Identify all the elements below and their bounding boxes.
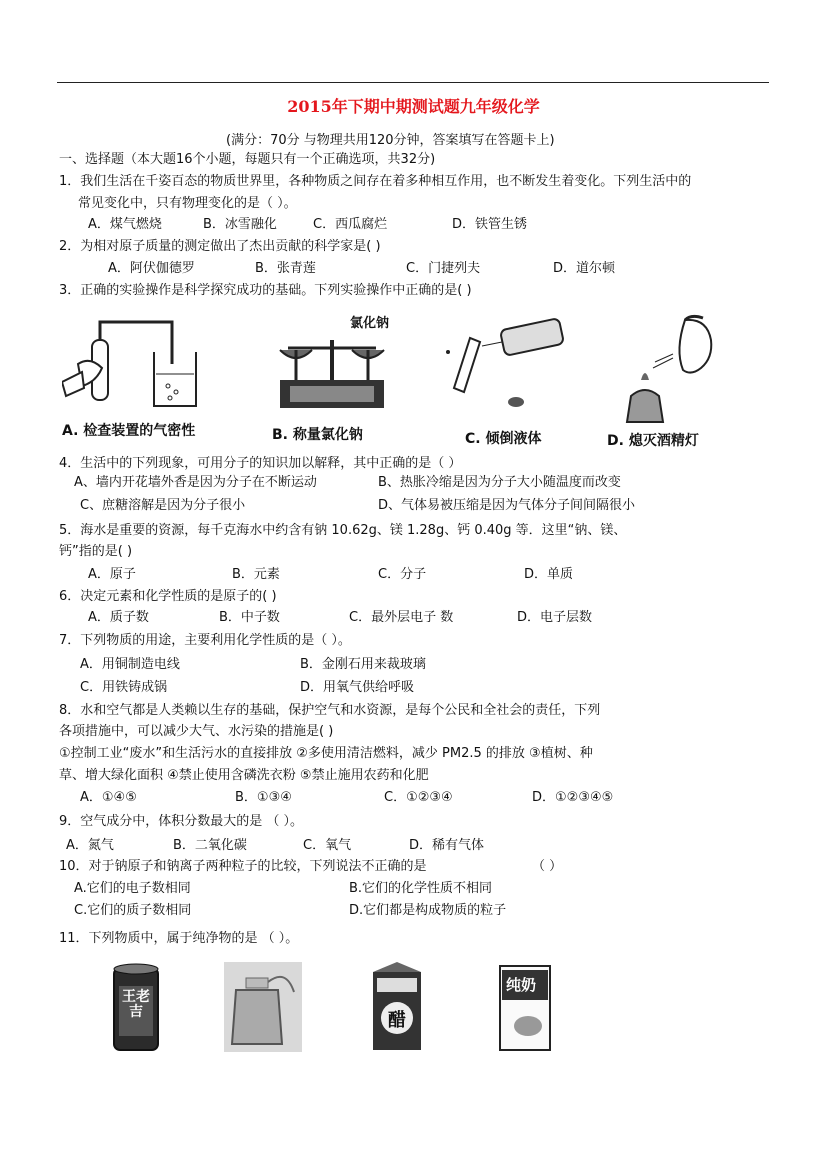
q5-option-a: A．原子 (88, 567, 136, 582)
q5-option-b: B．元素 (232, 567, 280, 582)
q5-option-d: D．单质 (524, 567, 574, 582)
q9-stem: 9．空气成分中，体积分数最大的是 （ ）。 (59, 814, 304, 829)
q8-option-c: C．①②③④ (384, 790, 453, 805)
q3-figure-c (440, 318, 570, 418)
q3-caption-b: B. 称量氯化钠 (272, 427, 363, 443)
q8-measures-1: ①控制工业“废水”和生活污水的直接排放 ②多使用清洁燃料，减少 PM2.5 的排放 ③植树、种 (59, 746, 593, 761)
q8-option-a: A．①④⑤ (80, 790, 137, 805)
q3-stem: 3．正确的实验操作是科学探究成功的基础。下列实验操作中正确的是( ) (59, 283, 472, 298)
q1-option-b: B．冰雪融化 (203, 217, 277, 232)
q3-caption-c: C. 倾倒液体 (465, 431, 542, 447)
milk-label: 纯奶 (506, 976, 537, 994)
q11-image-oxygen-bag (224, 962, 302, 1052)
q2-stem: 2．为相对原子质量的测定做出了杰出贡献的科学家是( ) (59, 239, 381, 254)
q2-option-a: A．阿伏伽德罗 (108, 261, 195, 276)
q6-option-a: A．质子数 (88, 610, 149, 625)
q5-stem-cont: 钙”指的是( ) (59, 544, 133, 559)
q6-option-d: D．电子层数 (517, 610, 593, 625)
q10-answer-paren: （ ） (532, 859, 563, 874)
q9-option-d: D．稀有气体 (409, 838, 485, 853)
q7-option-c: C．用铁铸成锅 (80, 680, 168, 695)
q10-option-a: A.它们的电子数相同 (74, 881, 191, 896)
q3-caption-a: A. 检查装置的气密性 (62, 423, 196, 439)
q3-figure-a (62, 312, 232, 420)
q9-option-c: C．氧气 (303, 838, 352, 853)
q7-stem: 7．下列物质的用途，主要利用化学性质的是（ ）。 (59, 633, 351, 648)
header-rule (57, 82, 769, 83)
q3-figure-d (615, 310, 725, 428)
q4-option-a: A、墙内开花墙外香是因为分子在不断运动 (74, 475, 317, 490)
section-heading: 一、选择题（本大题16个小题，每题只有一个正确选项，共32分) (59, 152, 436, 167)
q4-option-b: B、热胀冷缩是因为分子大小随温度而改变 (378, 475, 621, 490)
q11-stem: 11．下列物质中，属于纯净物的是 （ ）。 (59, 931, 299, 946)
q8-measures-2: 草、增大绿化面积 ④禁止使用含磷洗衣粉 ⑤禁止施用农药和化肥 (59, 768, 429, 783)
q4-stem: 4．生活中的下列现象，可用分子的知识加以解释，其中正确的是（ ） (59, 456, 462, 471)
q1-option-c: C．西瓜腐烂 (313, 217, 388, 232)
q7-option-a: A．用铜制造电线 (80, 657, 180, 672)
q8-stem-cont: 各项措施中，可以减少大气、水污染的措施是( ) (59, 724, 334, 739)
q1-option-a: A．煤气燃烧 (88, 217, 162, 232)
q8-option-b: B．①③④ (235, 790, 292, 805)
q6-option-c: C．最外层电子 数 (349, 610, 454, 625)
exam-subtitle: (满分：70分 与物理共用120分钟，答案填写在答题卡上) (226, 133, 555, 148)
page-title: 2015年下期中期测试题九年级化学 (287, 97, 540, 116)
q1-stem-cont: 常见变化中，只有物理变化的是（ ）。 (78, 196, 297, 211)
q10-option-c: C.它们的质子数相同 (74, 903, 192, 918)
q6-stem: 6．决定元素和化学性质的是原子的( ) (59, 589, 277, 604)
q8-stem: 8．水和空气都是人类赖以生存的基础，保护空气和水资源，是每个公民和全社会的责任，下列 (59, 703, 601, 718)
q10-option-d: D.它们都是构成物质的粒子 (349, 903, 507, 918)
q10-option-b: B.它们的化学性质不相同 (349, 881, 493, 896)
q2-option-b: B．张青莲 (255, 261, 316, 276)
q7-option-b: B．金刚石用来裁玻璃 (300, 657, 426, 672)
q2-option-c: C．门捷列夫 (406, 261, 481, 276)
q4-option-c: C、庶糖溶解是因为分子很小 (80, 498, 246, 513)
q5-stem: 5．海水是重要的资源，每千克海水中约含有钠 10.62g、镁 1.28g、钙 0.40g 等．这里“钠、镁、 (59, 523, 627, 538)
q9-option-b: B．二氧化碳 (173, 838, 247, 853)
q5-option-c: C．分子 (378, 567, 427, 582)
q3-caption-d: D. 熄灭酒精灯 (607, 433, 699, 449)
q6-option-b: B．中子数 (219, 610, 280, 625)
q7-option-d: D．用氧气供给呼吸 (300, 680, 415, 695)
q8-option-d: D．①②③④⑤ (532, 790, 614, 805)
vinegar-label: 醋 (388, 1010, 406, 1031)
q4-option-d: D、气体易被压缩是因为气体分子间间隔很小 (378, 498, 636, 513)
q2-option-d: D．道尔顿 (553, 261, 616, 276)
q3-nacl-label: 氯化钠 (350, 316, 390, 331)
can-brand-label: 王老吉 (122, 989, 150, 1020)
q10-stem: 10．对于钠原子和钠离子两种粒子的比较，下列说法不正确的是 (59, 859, 427, 874)
q1-stem: 1．我们生活在千姿百态的物质世界里，各种物质之间存在着多种相互作用，也不断发生着变化。下列生活中的 (59, 174, 692, 189)
q9-option-a: A．氮气 (66, 838, 114, 853)
q1-option-d: D．铁管生锈 (452, 217, 528, 232)
